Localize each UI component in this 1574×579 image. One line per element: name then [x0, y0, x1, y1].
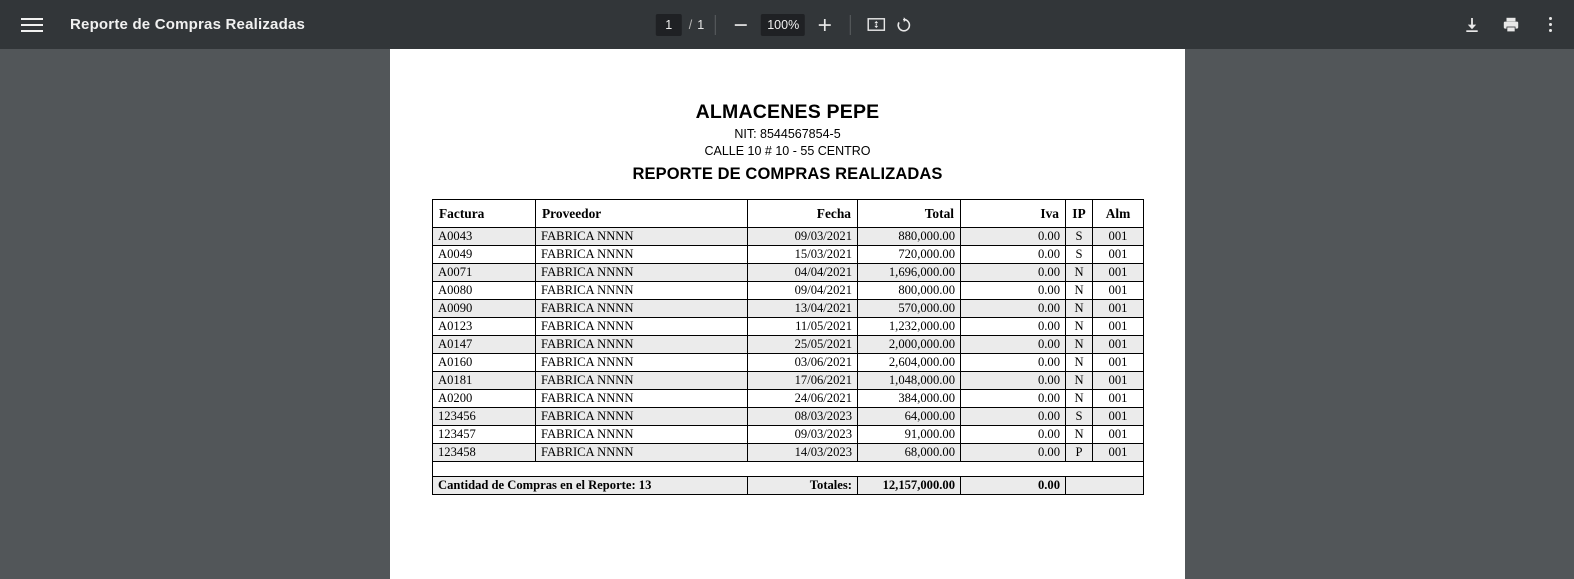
purchase-count-label: Cantidad de Compras en el Reporte: 13 [433, 477, 748, 495]
cell-alm: 001 [1093, 354, 1144, 372]
table-row [433, 444, 1144, 462]
cell-total: 1,696,000.00 [858, 264, 961, 282]
fit-to-page-icon [867, 15, 886, 34]
cell-alm: 001 [1093, 228, 1144, 246]
cell-fecha: 17/06/2021 [748, 372, 858, 390]
table-row [433, 426, 1144, 444]
cell-fecha: 15/03/2021 [748, 246, 858, 264]
column-header-alm: Alm [1093, 200, 1144, 228]
cell-iva: 0.00 [961, 228, 1066, 246]
totals-label: Totales: [748, 477, 858, 495]
download-button[interactable] [1458, 11, 1486, 39]
cell-alm: 001 [1093, 444, 1144, 462]
cell-alm: 001 [1093, 264, 1144, 282]
cell-total: 1,048,000.00 [858, 372, 961, 390]
cell-iva: 0.00 [961, 318, 1066, 336]
cell-total: 91,000.00 [858, 426, 961, 444]
cell-proveedor: FABRICA NNNN [536, 390, 748, 408]
table-body [433, 228, 1144, 462]
cell-factura: A0200 [433, 390, 536, 408]
cell-fecha: 09/04/2021 [748, 282, 858, 300]
more-vertical-icon [1549, 17, 1552, 32]
plus-icon [818, 18, 832, 32]
report-header [390, 49, 1185, 184]
cell-proveedor: FABRICA NNNN [536, 426, 748, 444]
cell-total: 68,000.00 [858, 444, 961, 462]
zoom-level-value[interactable]: 100% [761, 14, 805, 36]
spacer-row [433, 462, 1144, 477]
cell-fecha: 09/03/2023 [748, 426, 858, 444]
cell-ip: N [1066, 300, 1093, 318]
cell-alm: 001 [1093, 246, 1144, 264]
print-button[interactable] [1497, 11, 1525, 39]
cell-proveedor: FABRICA NNNN [536, 264, 748, 282]
cell-iva: 0.00 [961, 282, 1066, 300]
more-options-button[interactable] [1536, 11, 1564, 39]
cell-ip: P [1066, 444, 1093, 462]
report-title: REPORTE DE COMPRAS REALIZADAS [632, 165, 943, 183]
cell-total: 880,000.00 [858, 228, 961, 246]
totals-empty-cell [1066, 477, 1144, 495]
cell-fecha: 04/04/2021 [748, 264, 858, 282]
column-header-fecha: Fecha [748, 200, 858, 228]
cell-proveedor: FABRICA NNNN [536, 408, 748, 426]
column-header-ip: IP [1066, 200, 1093, 228]
cell-alm: 001 [1093, 426, 1144, 444]
cell-proveedor: FABRICA NNNN [536, 372, 748, 390]
cell-total: 384,000.00 [858, 390, 961, 408]
totals-row [433, 477, 1144, 495]
table-header [433, 200, 1144, 228]
cell-factura: 123456 [433, 408, 536, 426]
cell-fecha: 09/03/2021 [748, 228, 858, 246]
table-row [433, 390, 1144, 408]
cell-ip: N [1066, 264, 1093, 282]
cell-factura: A0080 [433, 282, 536, 300]
company-nit: NIT: 8544567854-5 [734, 127, 841, 141]
cell-iva: 0.00 [961, 372, 1066, 390]
cell-alm: 001 [1093, 408, 1144, 426]
cell-ip: S [1066, 228, 1093, 246]
table-row [433, 354, 1144, 372]
cell-fecha: 25/05/2021 [748, 336, 858, 354]
minus-icon [734, 18, 748, 32]
table-row [433, 228, 1144, 246]
table-row [433, 408, 1144, 426]
cell-iva: 0.00 [961, 336, 1066, 354]
cell-factura: A0090 [433, 300, 536, 318]
document-title: Reporte de Compras Realizadas [70, 16, 306, 33]
cell-ip: N [1066, 318, 1093, 336]
cell-proveedor: FABRICA NNNN [536, 300, 748, 318]
cell-proveedor: FABRICA NNNN [536, 246, 748, 264]
cell-fecha: 03/06/2021 [748, 354, 858, 372]
cell-factura: A0049 [433, 246, 536, 264]
cell-factura: 123458 [433, 444, 536, 462]
cell-iva: 0.00 [961, 264, 1066, 282]
toolbar-divider [715, 15, 716, 35]
table-row [433, 318, 1144, 336]
page-and-zoom-controls [656, 0, 918, 49]
cell-fecha: 24/06/2021 [748, 390, 858, 408]
company-address: CALLE 10 # 10 - 55 CENTRO [704, 144, 871, 158]
cell-ip: S [1066, 408, 1093, 426]
page-count-label: 1 [697, 17, 705, 32]
cell-proveedor: FABRICA NNNN [536, 354, 748, 372]
page-separator: / [688, 17, 693, 32]
cell-ip: N [1066, 426, 1093, 444]
cell-alm: 001 [1093, 372, 1144, 390]
table-row [433, 336, 1144, 354]
cell-ip: N [1066, 390, 1093, 408]
cell-factura: A0160 [433, 354, 536, 372]
pdf-viewer-toolbar [0, 0, 1574, 49]
cell-ip: N [1066, 354, 1093, 372]
cell-iva: 0.00 [961, 444, 1066, 462]
cell-proveedor: FABRICA NNNN [536, 318, 748, 336]
table-row [433, 282, 1144, 300]
cell-total: 720,000.00 [858, 246, 961, 264]
cell-alm: 001 [1093, 390, 1144, 408]
cell-fecha: 11/05/2021 [748, 318, 858, 336]
cell-alm: 001 [1093, 300, 1144, 318]
cell-factura: 123457 [433, 426, 536, 444]
cell-proveedor: FABRICA NNNN [536, 282, 748, 300]
print-icon [1501, 15, 1521, 35]
cell-fecha: 14/03/2023 [748, 444, 858, 462]
cell-alm: 001 [1093, 318, 1144, 336]
cell-proveedor: FABRICA NNNN [536, 228, 748, 246]
cell-iva: 0.00 [961, 354, 1066, 372]
cell-iva: 0.00 [961, 390, 1066, 408]
cell-fecha: 13/04/2021 [748, 300, 858, 318]
table-header-row [433, 200, 1144, 228]
cell-factura: A0147 [433, 336, 536, 354]
column-header-total: Total [858, 200, 961, 228]
cell-proveedor: FABRICA NNNN [536, 336, 748, 354]
spacer-cell [433, 462, 1144, 477]
purchases-table [432, 199, 1144, 495]
cell-factura: A0181 [433, 372, 536, 390]
cell-total: 570,000.00 [858, 300, 961, 318]
cell-iva: 0.00 [961, 408, 1066, 426]
cell-factura: A0123 [433, 318, 536, 336]
cell-ip: N [1066, 372, 1093, 390]
cell-proveedor: FABRICA NNNN [536, 444, 748, 462]
cell-ip: N [1066, 336, 1093, 354]
rotate-clockwise-button[interactable] [890, 11, 918, 39]
rotate-clockwise-icon [894, 15, 914, 35]
column-header-iva: Iva [961, 200, 1066, 228]
cell-factura: A0071 [433, 264, 536, 282]
totals-total: 12,157,000.00 [858, 477, 961, 495]
hamburger-menu-icon[interactable] [12, 5, 52, 45]
company-name: ALMACENES PEPE [695, 101, 880, 123]
cell-iva: 0.00 [961, 246, 1066, 264]
table-row [433, 264, 1144, 282]
cell-total: 1,232,000.00 [858, 318, 961, 336]
table-footer [433, 462, 1144, 495]
fit-to-page-button[interactable] [862, 11, 890, 39]
cell-total: 800,000.00 [858, 282, 961, 300]
pdf-viewer-area[interactable] [0, 49, 1574, 579]
cell-total: 2,604,000.00 [858, 354, 961, 372]
zoom-out-button[interactable] [727, 11, 755, 39]
cell-iva: 0.00 [961, 426, 1066, 444]
zoom-in-button[interactable] [811, 11, 839, 39]
cell-alm: 001 [1093, 282, 1144, 300]
cell-fecha: 08/03/2023 [748, 408, 858, 426]
table-row [433, 372, 1144, 390]
table-row [433, 300, 1144, 318]
cell-ip: N [1066, 282, 1093, 300]
cell-total: 2,000,000.00 [858, 336, 961, 354]
cell-total: 64,000.00 [858, 408, 961, 426]
totals-iva: 0.00 [961, 477, 1066, 495]
page-number-input[interactable] [656, 14, 682, 36]
column-header-factura: Factura [433, 200, 536, 228]
download-icon [1462, 15, 1482, 35]
cell-iva: 0.00 [961, 300, 1066, 318]
cell-alm: 001 [1093, 336, 1144, 354]
column-header-proveedor: Proveedor [536, 200, 748, 228]
table-row [433, 246, 1144, 264]
toolbar-actions [1458, 11, 1564, 39]
pdf-page [390, 49, 1185, 579]
toolbar-divider [850, 15, 851, 35]
cell-ip: S [1066, 246, 1093, 264]
cell-factura: A0043 [433, 228, 536, 246]
